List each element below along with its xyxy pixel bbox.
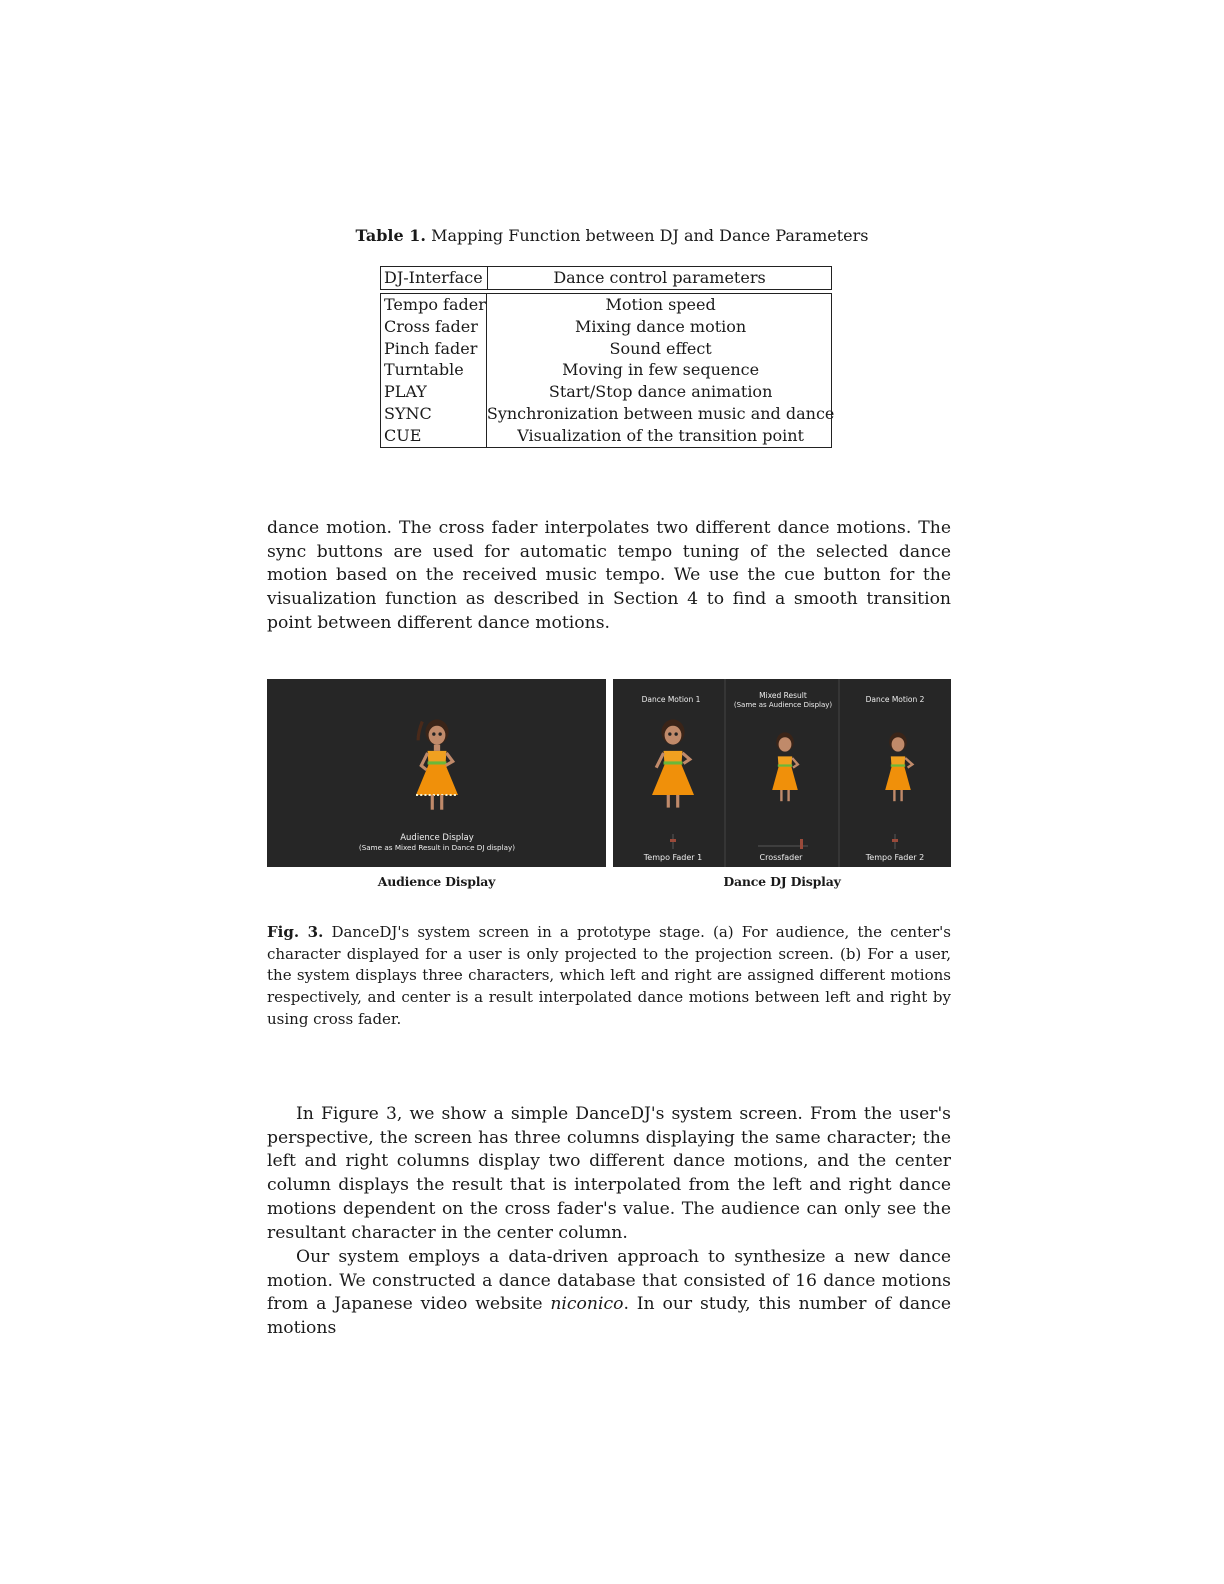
body-paragraph-1: dance motion. The cross fader interpolates two different dance motions. The sync buttons are used for automatic tempo tuning of the selected dance motion based on the received music tempo. We use the cue button for the visualization function as described in Section 4 to find a smooth transition point between different dance motions. xyxy=(267,518,951,633)
table-cell: Motion speed xyxy=(605,295,716,314)
audience-overlay-line2: (Same as Mixed Result in Dance DJ display) xyxy=(358,843,516,852)
table-body xyxy=(380,293,835,448)
table-cell: Moving in few sequence xyxy=(562,360,760,380)
figure-caption xyxy=(267,922,951,1031)
dance-dj-display-image xyxy=(613,679,951,867)
tempo-fader-2-slider xyxy=(892,834,898,849)
dj-col1-footer: Tempo Fader 1 xyxy=(643,853,703,862)
table-cell: Turntable xyxy=(384,360,464,380)
figure-caption-label: Fig. 3. xyxy=(267,923,324,941)
tempo-fader-1-slider xyxy=(670,834,676,849)
audience-overlay-line1: Audience Display xyxy=(400,833,474,843)
paragraph3-text-a: Our system employs a data-driven approach to synthesize a new dance motion. We constructed a dance database that consisted of 16 dance motions from a Japanese video website xyxy=(267,1247,951,1315)
figure-caption-text: DanceDJ's system screen in a prototype stage. (a) For audience, the center's character displayed for a user is only projected to the projection screen. (b) For a user, the system displays three characters, which left and right are assigned different motions respectively, and center is a result interpolated dance motions between left and right by using cross fader. xyxy=(267,923,951,1028)
table-caption xyxy=(0,226,1224,246)
body-paragraph-3 xyxy=(267,1246,951,1341)
paragraph3-text-b: . In our study, this number of dance motions xyxy=(267,1294,951,1339)
dancer-figure-center xyxy=(772,732,798,801)
table-cell: Synchronization between music and dance xyxy=(486,403,835,423)
mapping-table xyxy=(380,266,835,448)
table-cell: Visualization of the transition point xyxy=(517,425,804,445)
crossfader-slider xyxy=(758,839,808,849)
paragraph3-italic: niconico xyxy=(550,1294,624,1315)
table-cell: Start/Stop dance animation xyxy=(548,382,773,402)
table-header-dj-interface: DJ-Interface xyxy=(381,267,488,289)
dj-col3-footer: Tempo Fader 2 xyxy=(865,853,925,862)
table-cell: Sound effect xyxy=(609,338,712,358)
table-cell: PLAY xyxy=(384,382,427,402)
dj-col2-title-line2: (Same as Audience Display) xyxy=(733,701,833,709)
table-header-dance-parameters: Dance control parameters xyxy=(553,268,766,287)
dj-col2-title-line1: Mixed Result xyxy=(759,691,807,700)
dj-col1-title: Dance Motion 1 xyxy=(641,695,701,704)
dancer-figure-left xyxy=(652,719,694,807)
table-caption-label: Table 1. xyxy=(355,226,426,245)
dancer-figure-right xyxy=(885,732,912,801)
dj-col2-footer: Crossfader xyxy=(759,853,803,862)
table-column-dj-interface xyxy=(381,294,487,447)
figure-label-audience: Audience Display xyxy=(377,874,496,889)
table-cell: SYNC xyxy=(384,403,432,423)
table-cell: Mixing dance motion xyxy=(575,316,747,336)
table-header-row xyxy=(380,266,832,290)
dj-col3-title: Dance Motion 2 xyxy=(865,695,925,704)
audience-display-image xyxy=(267,679,606,867)
table-cell: Cross fader xyxy=(384,316,478,336)
table-caption-text: Mapping Function between DJ and Dance Parameters xyxy=(431,226,869,245)
body-paragraph-2: In Figure 3, we show a simple DanceDJ's system screen. From the user's perspective, the screen has three columns displaying the same character; the left and right columns display two different dance motions, and the center column displays the result that is interpolated from the left and right dance motions dependent on the cross fader's value. The audience can only see the resultant character in the center column. xyxy=(267,1104,951,1243)
table-cell: CUE xyxy=(384,425,422,445)
dancer-figure xyxy=(416,719,458,809)
table-cell: Tempo fader xyxy=(384,295,486,314)
figure-label-dance-dj: Dance DJ Display xyxy=(723,874,841,889)
table-column-dance-parameters xyxy=(487,294,835,447)
table-cell: Pinch fader xyxy=(384,338,478,358)
